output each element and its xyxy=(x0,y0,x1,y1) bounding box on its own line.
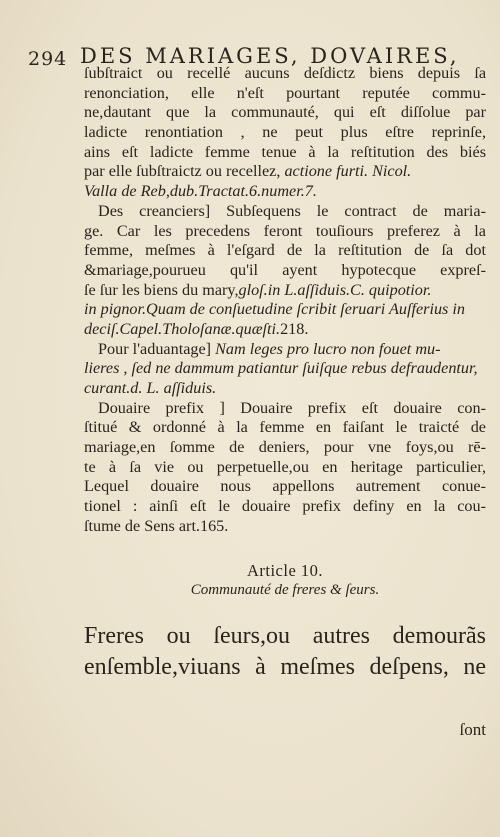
latin-citation: curant.d. L. aſſiduis. xyxy=(84,379,217,397)
text-line: Lequel douaire nous appellons autrement conue- xyxy=(84,477,486,496)
text-line xyxy=(84,340,486,360)
text-span: par elle ſubſtraictz ou recellez, xyxy=(84,162,281,181)
text-line: ſtume de Sens art.165. xyxy=(84,516,229,535)
article-heading: Article 10. xyxy=(246,560,324,580)
article-subtitle: Communauté de freres & ſeurs. xyxy=(190,581,380,598)
text-line xyxy=(84,281,486,301)
text-line: mariage,en ſomme de deniers, pour vne foys,ou rē- xyxy=(84,438,486,457)
text-line: Des creanciers] Subſequens le contract de maria- xyxy=(98,201,486,220)
page-number: 294 xyxy=(28,48,68,70)
latin-citation: Nam leges pro lucro non fouet mu- xyxy=(215,339,441,358)
text-line: renonciation, elle n'eſt pourtant reputée commu- xyxy=(84,83,486,102)
text-line: Douaire prefix ] Douaire prefix eſt douaire con- xyxy=(98,398,486,417)
latin-citation: in pignor.Quam de conſuetudine ſcribit ſeruari Auſferius in xyxy=(84,300,465,319)
text-line: femme, meſmes à l'eſgard de la reſtitution de ſa dot xyxy=(84,241,486,260)
text-line: Freres ou ſeurs,ou autres demourãs xyxy=(84,622,486,649)
text-line xyxy=(84,320,486,340)
text-line: &mariage,pourueu qu'il ayent hypotecque expreſ- xyxy=(84,260,486,279)
text-line xyxy=(84,162,486,182)
latin-citation: Valla de Reb,dub.Tractat.6.numer.7. xyxy=(84,182,317,201)
latin-citation: actione furti. Nicol. xyxy=(284,162,412,181)
text-line: ge. Car les precedens feront touſiours preferez à la xyxy=(84,221,486,240)
latin-citation: deciſ.Capel.Tholoſanæ.quæſti. xyxy=(84,319,281,338)
catchword: ſont xyxy=(459,720,486,739)
latin-citation: gloſ.in L.aſſiduis.C. quipotior. xyxy=(238,280,432,299)
text-span: Pour l'aduantage] xyxy=(98,339,212,358)
text-line: te à ſa vie ou perpetuelle,ou en heritage particulier, xyxy=(84,457,486,476)
text-span: 218. xyxy=(280,319,309,338)
text-line: ne,dautant que la communauté, qui eſt diſſolue par xyxy=(84,103,486,122)
text-line: ains eſt ladicte femme tenue à la reſtitution des biés xyxy=(84,142,486,161)
article-body xyxy=(84,621,486,683)
text-line: ſubſtraict ou recellé aucuns deſdictz biens depuis ſa xyxy=(84,64,486,82)
text-span: ſe ſur les biens du mary, xyxy=(84,280,239,299)
text-line: tionel : ainſi eſt le douaire prefix definy en la cou- xyxy=(84,497,486,516)
text-line: ſtitué & ordonné à la femme en faiſant le traicté de xyxy=(84,418,486,437)
latin-citation: lieres , ſed ne dammum patiantur ſuiſque rebus defraudentur, xyxy=(84,359,478,378)
running-head: DES MARIAGES, DOVAIRES, xyxy=(80,44,460,68)
text-line: enſemble,viuans à meſmes deſpens, ne xyxy=(84,653,486,680)
commentary-text xyxy=(84,64,486,683)
text-line: ladicte renontiation , ne peut plus eſtre reprinſe, xyxy=(84,123,486,142)
